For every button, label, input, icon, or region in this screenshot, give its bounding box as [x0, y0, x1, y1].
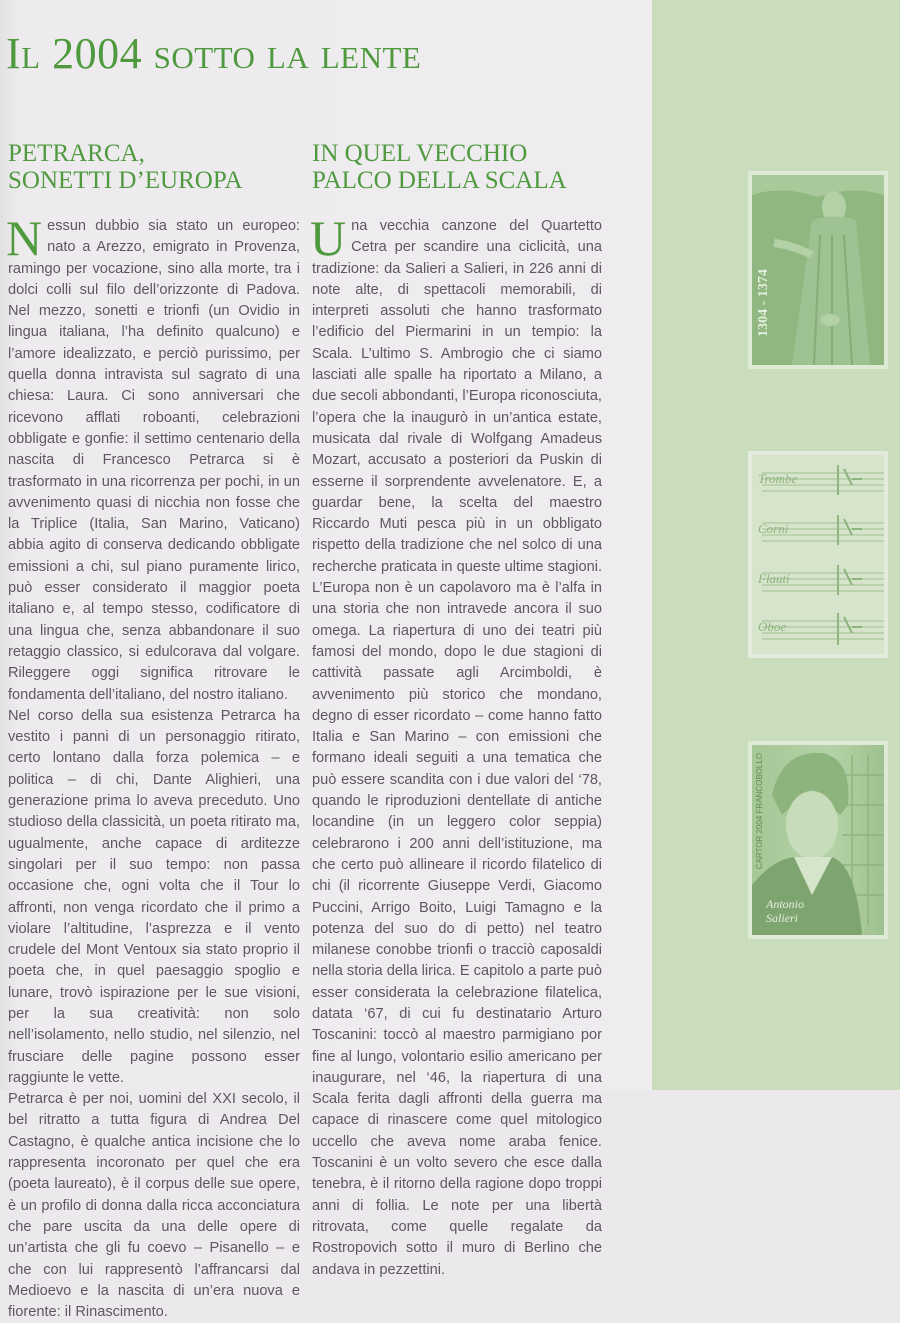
- paragraph: Petrarca è per noi, uomini del XXI secolo, il bel ritratto a tutta figura di Andrea Del Castagno, è qualche antica incisione che lo rappresenta incoronato per quel che era (poeta laureato), è il corpus delle sue opere, è un profilo di donna dalla ricca acconciatura che pare uscita da una delle opere di un’artista che gli fu coevo – Pisanello – e che con lui rappresentò l’affrancarsi dal Medioevo e la nascita di un’era nuova e fiorente: il Rinascimento.: [8, 1091, 300, 1321]
- salieri-stamp-image: [748, 741, 888, 939]
- score-part-label: Corni: [758, 521, 789, 536]
- heading-line: IN QUEL VECCHIO: [312, 140, 528, 167]
- score-part-label: Trombe: [758, 471, 798, 486]
- heading-line: PETRARCA,: [8, 140, 145, 167]
- page-title: Il 2004 sotto la lente: [6, 29, 422, 78]
- petrarca-stamp-image: [748, 171, 888, 369]
- paragraph: [6, 210, 300, 706]
- score-part-label: Oboe: [758, 619, 787, 634]
- article-petrarca: [8, 140, 300, 1323]
- article-heading: [8, 140, 300, 194]
- drop-cap: N: [6, 210, 43, 266]
- salieri-score-image: [748, 451, 888, 658]
- drop-cap: U: [310, 210, 347, 266]
- paragraph-text: essun dubbio sia stato un europeo: nato a Arezzo, emigrato in Provenza, ramingo per vocazione, sino alla morte, tra i dolci colli sul filo dell’orizzonte di Padova. Nel mezzo, sonetti e trionfi (un Ovidio in lingua italiana, l’ha definito qualcuno) e l’amore idealizzato, e perciò purissimo, per quella donna intravista sul sagrato di una chiesa: Laura. Ci sono anniversari che ricevono afflati roboanti, celebrazioni obbligate e gonfie: il settimo centenario della nascita di Francesco Petrarca si è trasformato in una ricorrenza per pochi, in un avvenimento quasi di nicchia non fosse che la Triplice (Italia, San Marino, Vaticano) abbia agito di conserva dedicando obbligate emissioni a chi, sul piano puramente lirico, può esser considerato il maggior poeta italiano e, al tempo stesso, codificatore di una lingua che, senza abbandonare il suo retaggio classico, si edulcorava dal volgare. Rileggere oggi significa ritrovare le fondamenta dell’italiano, del nostro italiano.: [8, 218, 300, 703]
- stamp-dates: 1304 - 1374: [755, 269, 771, 337]
- stamp-name: Antonio Salieri: [766, 897, 804, 925]
- stamp-imprint: CARTOR 2004 FRANCOBOLLO: [755, 753, 764, 870]
- paragraph: [310, 210, 602, 1281]
- article-heading: [312, 140, 602, 194]
- paragraph-text: na vecchia canzone del Quartetto Cetra per scandire una ciclicità, una tradizione: da Salieri a Salieri, in 226 anni di note alte, di spettacoli memorabili, di interpreti assoluti che hanno trasformato l’edificio del Piermarini in un tempio: la Scala. L’ultimo S. Ambrogio che ci siamo lasciati alle spalle ha riportato a Milano, a due secoli abbondanti, l’Europa riconosciuta, l’opera che la inaugurò in un’antica estate, musicata dal rivale di Wolfgang Amadeus Mozart, accusato a posteriori da Puskin di esserne il sorprendente avvelenatore. E, a guardar bene, la scelta del maestro Riccardo Muti pesca più in un obbligato rispetto della tradizione che nel solco di una recherche praticata in queste ultime stagioni. L’Europa non è un capolavoro ma è l’alfa in una storia che non intravede ancora il suo omega. La riapertura di uno dei teatri più famosi del mondo, dopo le due stagioni di cattività passate agli Arcimboldi, è avvenimento più storico che mondano, degno di esser ricordato – come hanno fatto Italia e San Marino – con emissioni che formano ideali seguiti a una tematica che può essere scandita con i due valori del ‘78, quando le riproduzioni dentellate di antiche locandine (in un leggero color seppia) celebrarono i 200 anni dell’istituzione, ma che certo può allineare il ricordo filatelico di chi (il ricorrente Giuseppe Verdi, Giacomo Puccini, Arrigo Boito, Luigi Tamagno e la potenza del suo do di petto) nel teatro milanese conobbe trionfi o tracciò caposaldi nella storia della lirica. E capitolo a parte può esser considerata la celebrazione filatelica, datata ‘67, di cui fu destinatario Arturo Toscanini: toccò al maestro parmigiano por fine al lungo, volontario esilio americano per inaugurare, nel ‘46, la riapertura di una Scala ferita dagli affronti della guerra ma capace di rinascere come quel mitologico uccello che aveva nome araba fenice. Toscanini è un volto severo che esce dalla tenebra, è il ritorno della ragione dopo troppi anni di follia. Le note per una libertà ritrovata, come quelle regalate da Rostropovich sotto il muro di Berlino che andava in pezzettini.: [312, 218, 602, 1278]
- paragraph: Nel corso della sua esistenza Petrarca ha vestito i panni di un personaggio ritirato, certo lontano dalla forza polemica – e politica – di chi, Dante Alighieri, una generazione prima lo aveva preceduto. Uno studioso della classicità, un poeta ritirato ma, ugualmente, anche capace di arditezze singolari per il suo tempo: non passa occasione che, ogni volta che il Tour lo affronti, non venga ricordato che il primo a violare l’altitudine, l’asprezza e il vento crudele del Mont Ventoux sia stato proprio il poeta che, in quel paesaggio spoglio e lunare, trovò ispirazione per le sue visioni, per la sua creatività: non solo nell’isolamento, nello studio, nel silenzio, nel frusciare delle pagine possono esser raggiunte le vette.: [8, 707, 300, 1086]
- article-scala: [312, 140, 602, 1281]
- score-part-label: Flauti: [758, 571, 790, 586]
- heading-line: PALCO DELLA SCALA: [312, 167, 567, 194]
- heading-line: SONETTI D’EUROPA: [8, 167, 243, 194]
